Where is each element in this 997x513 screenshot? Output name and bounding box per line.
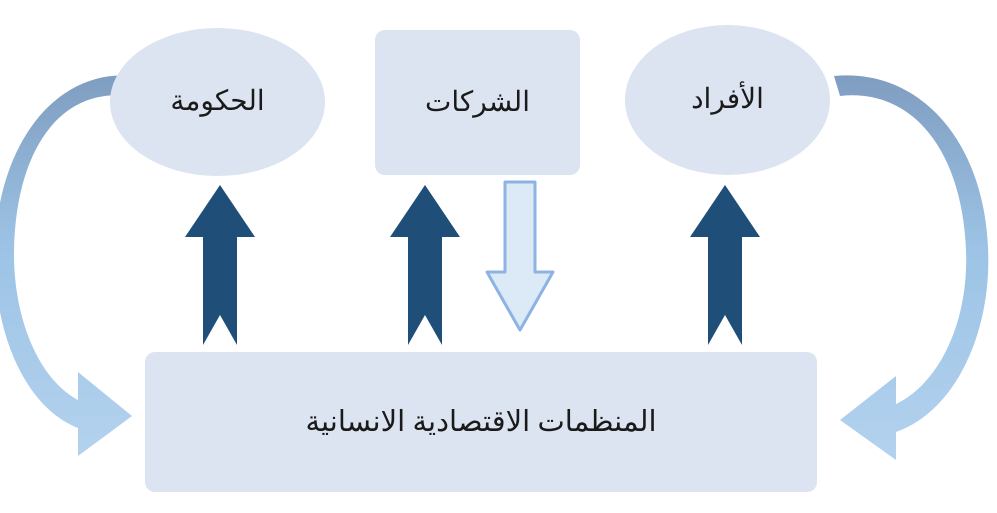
node-organizations[interactable] [145, 352, 817, 492]
arrow-companies-down [485, 180, 555, 330]
node-companies-label: الشركات [425, 86, 530, 118]
node-individuals[interactable] [625, 25, 830, 175]
node-government-label: الحكومة [170, 86, 265, 118]
node-government[interactable] [110, 28, 325, 176]
arrow-individuals-up [690, 185, 760, 345]
node-individuals-label: الأفراد [691, 84, 764, 116]
arrow-government-up [185, 185, 255, 345]
arrow-companies-up [390, 185, 460, 345]
node-organizations-label: المنظمات الاقتصادية الانسانية [305, 405, 657, 438]
right-curved-arrow [812, 80, 997, 460]
node-companies[interactable] [375, 30, 580, 175]
